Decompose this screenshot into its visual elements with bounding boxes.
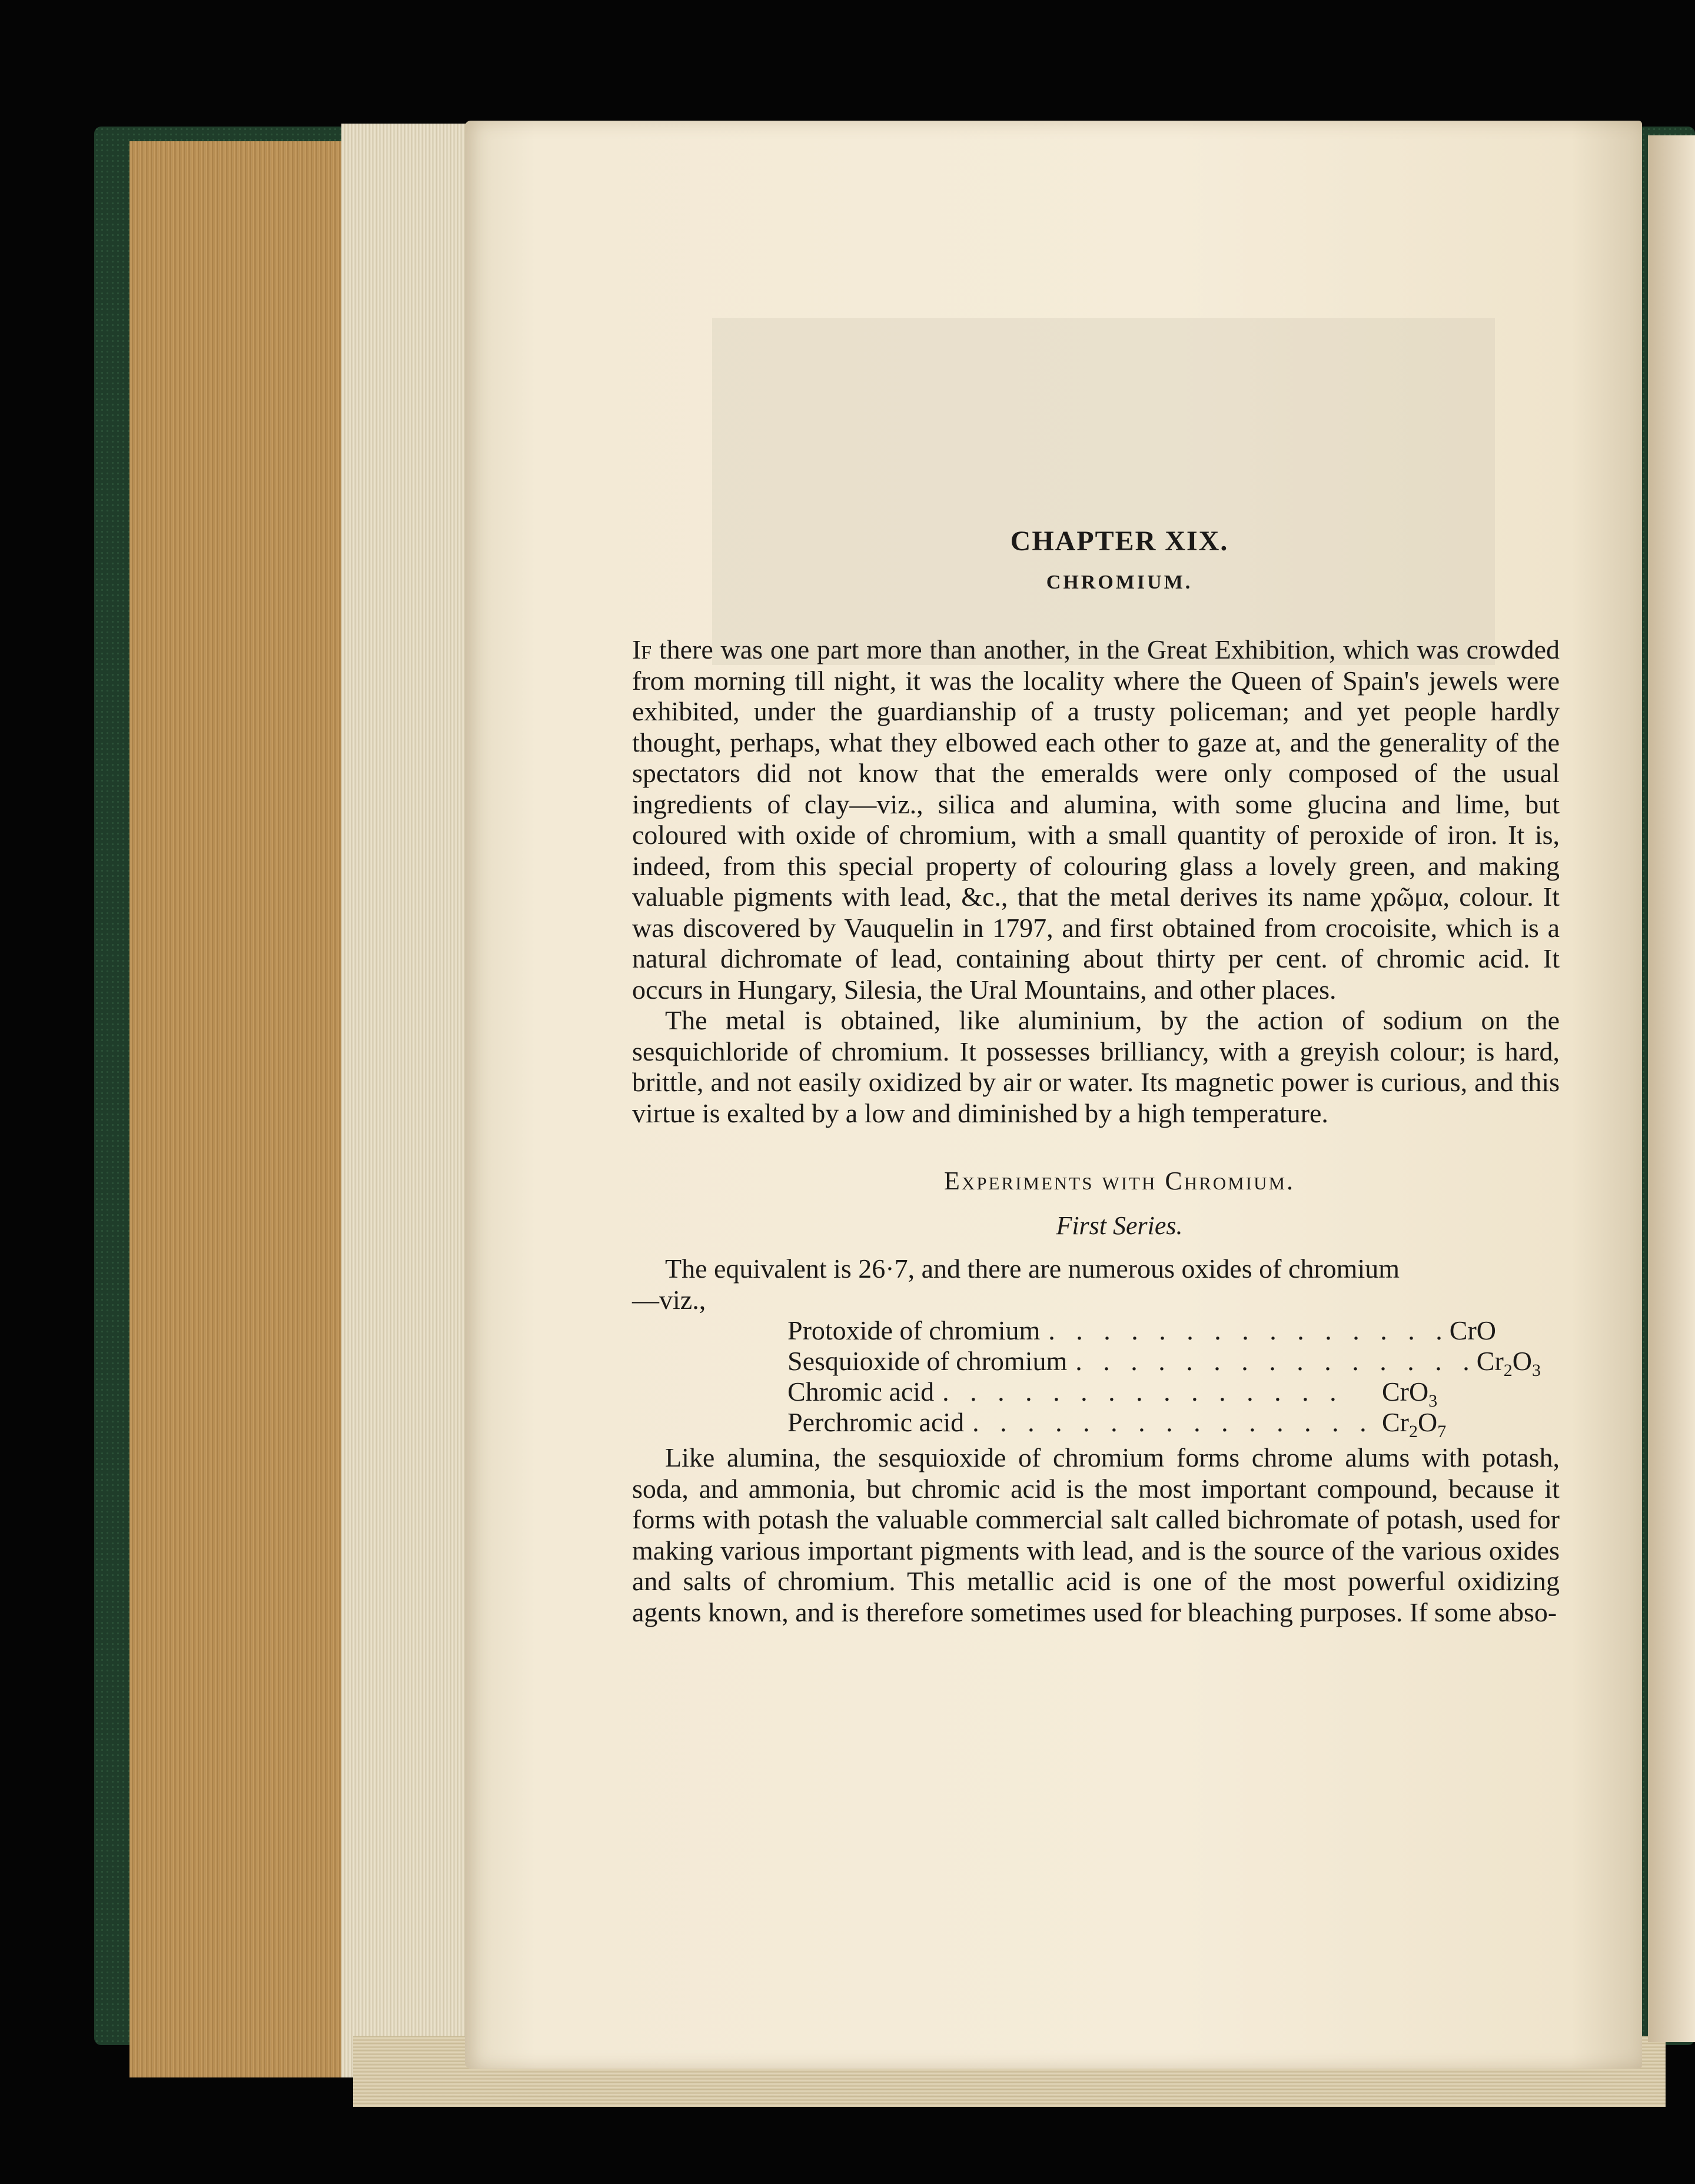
- series-heading: First Series.: [1056, 1211, 1183, 1240]
- leader-dots: . . . . . . . . . . . . . . .: [1075, 1346, 1477, 1376]
- oxide-row: [787, 1315, 1497, 1346]
- oxide-name: Perchromic acid: [787, 1407, 965, 1437]
- viz-text: —viz.,: [632, 1284, 706, 1315]
- oxide-name: Chromic acid: [787, 1377, 935, 1407]
- dropcap: If: [632, 634, 652, 664]
- paragraph-intro: [632, 634, 1560, 1005]
- section-heading: Experiments with Chromium.: [943, 1166, 1295, 1195]
- leader-dots: . . . . . . . . . . . . . . .: [1048, 1315, 1450, 1345]
- oxide-formula: CrO$_3$: [1382, 1377, 1438, 1411]
- leader-dots: . . . . . . . . . . . . . . .: [942, 1377, 1344, 1407]
- paragraph-alums: Like alumina, the sesquioxide of chromium forms chrome alums with potash, soda, and ammonia, but chromic acid is the most important compound, because it forms with potash the valuable commercial salt called bichromate of potash, used for making various important pigments with lead, and is the source of the various oxides and salts of chromium. This metallic acid is one of the most powerful oxidizing agents known, and is therefore sometimes used for bleaching purposes. If some abso-: [632, 1442, 1560, 1627]
- equivalent-text: The equivalent is 26·7, and there are numerous oxides of chromium: [665, 1254, 1400, 1284]
- page-stack: [341, 124, 477, 2077]
- paragraph-intro-text: there was one part more than another, in the Great Exhibition, which was crowded from morning till night, it was the locality where the Queen of Spain's jewels were exhibited, under the guardianship of a trusty policeman; and yet people hardly thought, perhaps, what they elbowed each other to gaze at, and the generality of the spectators did not know that the emeralds were only composed of the usual ingredients of clay—viz., silica and alumina, with some glucina and lime, but coloured with oxide of chromium, with a small quantity of peroxide of iron. It is, indeed, from this special property of colouring glass a lovely green, and making valuable pigments with lead, &c., that the metal derives its name χρῶμα, colour. It was discovered by Vauquelin in 1797, and first obtained from crocoisite, which is a natural dichromate of lead, containing about thirty per cent. of chromic acid. It occurs in Hungary, Silesia, the Ural Mountains, and other places.: [632, 634, 1560, 1005]
- book-fore-edge: [129, 141, 355, 2077]
- oxide-name: Protoxide of chromium: [787, 1315, 1041, 1345]
- chapter-subject: CHROMIUM.: [1046, 571, 1193, 593]
- oxide-formula: CrO: [1449, 1315, 1497, 1345]
- oxide-row: [787, 1346, 1541, 1380]
- facing-page-edge: [1648, 135, 1695, 2042]
- oxide-formula: $Cr_2O_3$: [1476, 1346, 1541, 1380]
- oxide-list: [787, 1315, 1541, 1441]
- oxide-row: [787, 1407, 1453, 1441]
- page-text: [632, 518, 1560, 1628]
- oxide-name: Sesquioxide of chromium: [787, 1346, 1068, 1376]
- oxide-row: [787, 1377, 1453, 1411]
- chapter-title: CHAPTER XIX.: [1010, 526, 1229, 557]
- oxide-formula: $Cr_2O_7$: [1382, 1407, 1447, 1441]
- leader-dots: . . . . . . . . . . . . . . .: [972, 1407, 1374, 1437]
- paragraph-metal: The metal is obtained, like aluminium, by the action of sodium on the sesquichloride of chromium. It possesses brilliancy, with a greyish colour; is hard, brittle, and not easily oxidized by air or water. Its magnetic power is curious, and this virtue is exalted by a low and diminished by a high temperature.: [632, 1005, 1560, 1128]
